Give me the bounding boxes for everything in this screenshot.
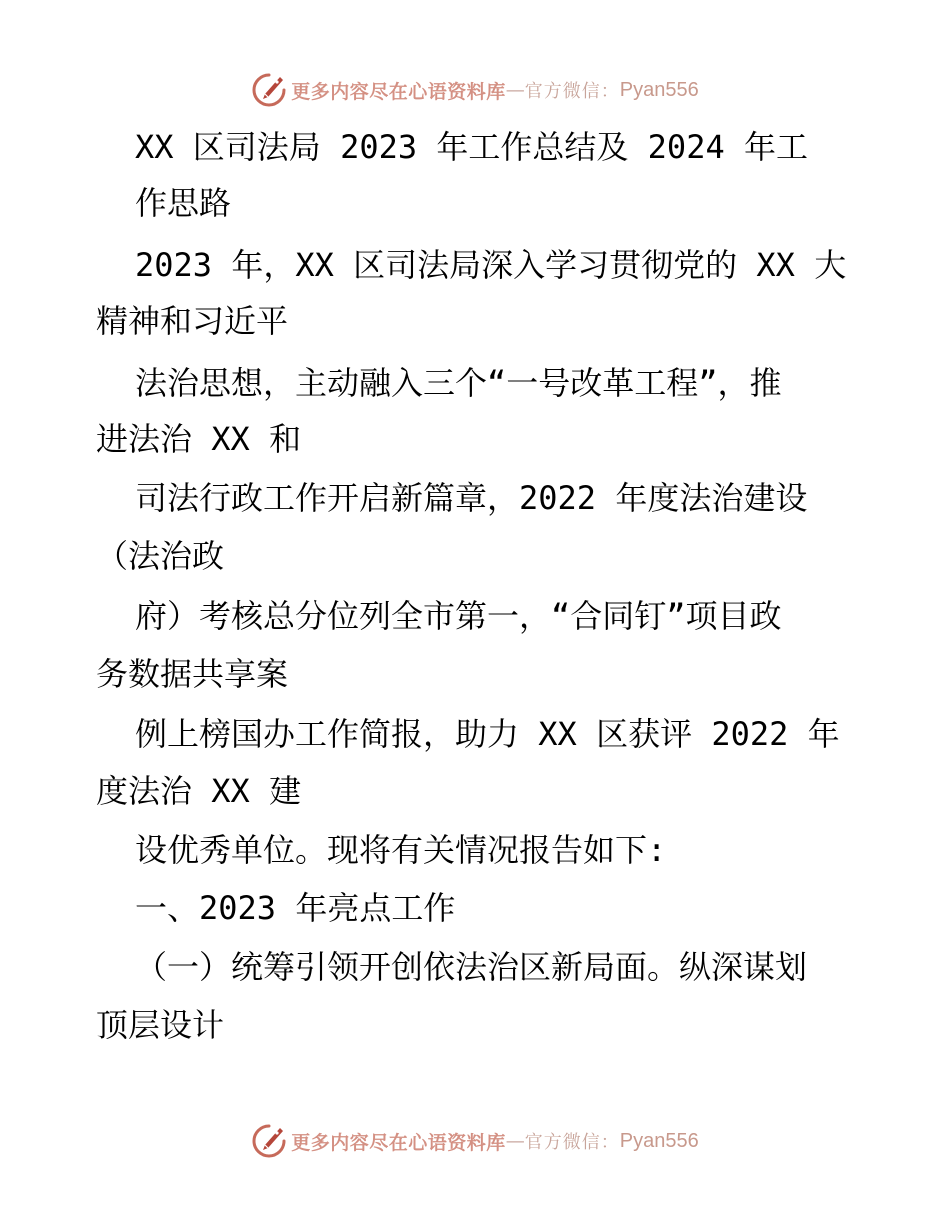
banner-wechat-label: 官方微信： xyxy=(524,1132,620,1153)
subsection-heading: （一）统筹引领开创依法治区新局面。纵深谋划 xyxy=(135,948,808,986)
banner-wechat-id: Pyan556 xyxy=(619,78,699,101)
doc-line: 设优秀单位。现将有关情况报告如下: xyxy=(135,831,667,869)
doc-line: 顶层设计 xyxy=(96,1006,225,1044)
header-watermark-banner xyxy=(0,70,950,110)
doc-line: 务数据共享案 xyxy=(96,655,289,693)
doc-line: 度法治 XX 建 xyxy=(96,772,302,810)
doc-title-line-2: 作思路 xyxy=(135,184,232,222)
pen-nib-logo-icon xyxy=(251,72,287,108)
doc-line: 2023 年，XX 区司法局深入学习贯彻党的 XX 大 xyxy=(135,246,847,284)
doc-line: 司法行政工作开启新篇章，2022 年度法治建设 xyxy=(135,479,808,517)
banner-separator: — xyxy=(505,79,525,101)
doc-line: 例上榜国办工作简报，助力 XX 区获评 2022 年 xyxy=(135,715,840,753)
doc-line: 法治思想，主动融入三个“一号改革工程”，推 xyxy=(135,364,782,402)
banner-slogan: 更多内容尽在心语资料库 xyxy=(291,80,506,103)
doc-line: （法治政 xyxy=(96,537,225,575)
section-heading: 一、2023 年亮点工作 xyxy=(135,889,456,927)
banner-wechat-label: 官方微信： xyxy=(524,81,620,102)
footer-watermark-banner xyxy=(0,1121,950,1161)
doc-line: 进法治 XX 和 xyxy=(96,420,302,458)
doc-line: 府）考核总分位列全市第一，“合同钉”项目政 xyxy=(135,597,782,635)
doc-title-line-1: XX 区司法局 2023 年工作总结及 2024 年工 xyxy=(135,128,808,166)
doc-line: 精神和习近平 xyxy=(96,302,289,340)
pen-nib-logo-icon xyxy=(251,1123,287,1159)
banner-slogan: 更多内容尽在心语资料库 xyxy=(291,1131,506,1154)
banner-separator: — xyxy=(505,1130,525,1152)
banner-wechat-id: Pyan556 xyxy=(619,1129,699,1152)
